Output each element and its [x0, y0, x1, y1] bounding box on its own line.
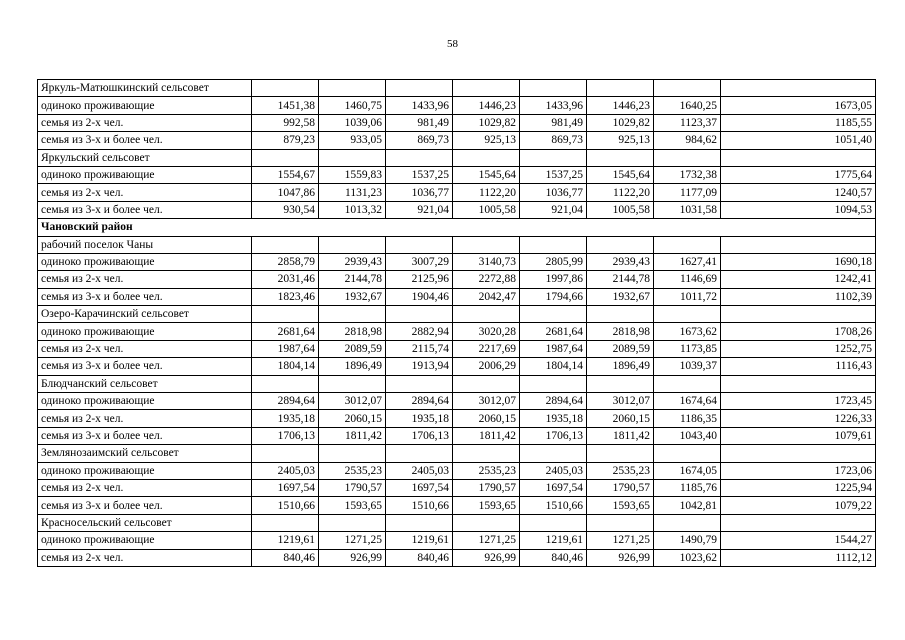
cell-col-5: 1706,13 [520, 427, 587, 444]
cell-col-2: 2818,98 [319, 323, 386, 340]
cell-col-1: 840,46 [252, 549, 319, 566]
cell-col-3: 1510,66 [386, 497, 453, 514]
household-type: семья из 3-х и более чел. [38, 288, 252, 305]
cell-col-6: 1593,65 [587, 497, 654, 514]
table-row [38, 393, 876, 410]
cell-col-3: 2882,94 [386, 323, 453, 340]
household-type: одиноко проживающие [38, 462, 252, 479]
section-row [38, 236, 876, 253]
cell-col-7 [654, 514, 721, 531]
cell-col-4: 1005,58 [453, 201, 520, 218]
cell-col-1: 1823,46 [252, 288, 319, 305]
cell-col-1: 1987,64 [252, 340, 319, 357]
cell-col-3: 1036,77 [386, 184, 453, 201]
cell-col-4: 3140,73 [453, 253, 520, 270]
cell-col-4: 926,99 [453, 549, 520, 566]
household-type: семья из 3-х и более чел. [38, 132, 252, 149]
cell-col-5: 1987,64 [520, 340, 587, 357]
cell-col-4 [453, 80, 520, 97]
cell-col-2: 2060,15 [319, 410, 386, 427]
cell-col-1 [252, 445, 319, 462]
cell-col-1: 879,23 [252, 132, 319, 149]
cell-col-5 [520, 236, 587, 253]
cell-col-3: 921,04 [386, 201, 453, 218]
cell-col-6: 2144,78 [587, 271, 654, 288]
cell-col-2 [319, 375, 386, 392]
cell-col-5: 2405,03 [520, 462, 587, 479]
cell-col-2: 1271,25 [319, 532, 386, 549]
cell-col-3: 1706,13 [386, 427, 453, 444]
cell-col-7: 1043,40 [654, 427, 721, 444]
settlement-name: Красносельский сельсовет [38, 514, 252, 531]
settlement-name: Яркульский сельсовет [38, 149, 252, 166]
cell-col-8: 1079,22 [721, 497, 876, 514]
cell-col-8 [721, 445, 876, 462]
cell-col-2: 1131,23 [319, 184, 386, 201]
household-type: одиноко проживающие [38, 253, 252, 270]
district-name: Чановский район [38, 219, 876, 236]
cell-col-6: 1896,49 [587, 358, 654, 375]
cell-col-7: 1023,62 [654, 549, 721, 566]
cell-col-5: 2894,64 [520, 393, 587, 410]
cell-col-8: 1723,06 [721, 462, 876, 479]
cell-col-7: 1674,64 [654, 393, 721, 410]
cell-col-8: 1112,12 [721, 549, 876, 566]
cell-col-2: 2939,43 [319, 253, 386, 270]
cell-col-5: 2681,64 [520, 323, 587, 340]
table-row [38, 410, 876, 427]
cell-col-3 [386, 236, 453, 253]
cell-col-4 [453, 375, 520, 392]
household-type: семья из 3-х и более чел. [38, 427, 252, 444]
cell-col-8: 1775,64 [721, 166, 876, 183]
cell-col-5 [520, 306, 587, 323]
cell-col-8 [721, 306, 876, 323]
cell-col-7: 1123,37 [654, 114, 721, 131]
cell-col-2: 926,99 [319, 549, 386, 566]
cell-col-2: 1932,67 [319, 288, 386, 305]
cell-col-8: 1708,26 [721, 323, 876, 340]
table-body [38, 80, 876, 567]
table-row [38, 427, 876, 444]
cell-col-3: 3007,29 [386, 253, 453, 270]
cell-col-7: 1146,69 [654, 271, 721, 288]
cell-col-6: 1271,25 [587, 532, 654, 549]
cell-col-6 [587, 514, 654, 531]
cell-col-6 [587, 80, 654, 97]
cell-col-1: 930,54 [252, 201, 319, 218]
household-type: одиноко проживающие [38, 97, 252, 114]
cell-col-8: 1225,94 [721, 479, 876, 496]
table-row [38, 201, 876, 218]
cell-col-6: 1545,64 [587, 166, 654, 183]
household-type: одиноко проживающие [38, 323, 252, 340]
cell-col-1 [252, 80, 319, 97]
cell-col-7: 1673,62 [654, 323, 721, 340]
cell-col-4: 2060,15 [453, 410, 520, 427]
cell-col-4: 2272,88 [453, 271, 520, 288]
cell-col-1: 1804,14 [252, 358, 319, 375]
cell-col-7: 1640,25 [654, 97, 721, 114]
settlement-name: Землянозаимский сельсовет [38, 445, 252, 462]
cell-col-5: 1697,54 [520, 479, 587, 496]
cell-col-3: 1219,61 [386, 532, 453, 549]
cell-col-3 [386, 149, 453, 166]
cell-col-5: 1036,77 [520, 184, 587, 201]
table-row [38, 358, 876, 375]
cell-col-8: 1102,39 [721, 288, 876, 305]
cell-col-1 [252, 375, 319, 392]
cell-col-2: 1593,65 [319, 497, 386, 514]
table-row [38, 479, 876, 496]
section-row [38, 375, 876, 392]
cell-col-8 [721, 375, 876, 392]
cell-col-4: 2217,69 [453, 340, 520, 357]
cell-col-2: 1896,49 [319, 358, 386, 375]
cell-col-5: 1794,66 [520, 288, 587, 305]
cell-col-5: 1433,96 [520, 97, 587, 114]
cell-col-2 [319, 80, 386, 97]
cell-col-2: 2535,23 [319, 462, 386, 479]
cell-col-1: 2681,64 [252, 323, 319, 340]
cell-col-3: 2115,74 [386, 340, 453, 357]
cell-col-8: 1242,41 [721, 271, 876, 288]
household-type: семья из 3-х и более чел. [38, 358, 252, 375]
cell-col-2: 1013,32 [319, 201, 386, 218]
cell-col-7: 1185,76 [654, 479, 721, 496]
cell-col-8: 1252,75 [721, 340, 876, 357]
cell-col-5: 1935,18 [520, 410, 587, 427]
cell-col-6: 1790,57 [587, 479, 654, 496]
cell-col-3: 1537,25 [386, 166, 453, 183]
cell-col-8 [721, 514, 876, 531]
household-type: семья из 2-х чел. [38, 114, 252, 131]
cell-col-7 [654, 445, 721, 462]
cell-col-6: 925,13 [587, 132, 654, 149]
cell-col-3: 840,46 [386, 549, 453, 566]
cell-col-1: 1697,54 [252, 479, 319, 496]
cell-col-7: 1732,38 [654, 166, 721, 183]
table-row [38, 532, 876, 549]
household-type: семья из 2-х чел. [38, 479, 252, 496]
cell-col-8: 1690,18 [721, 253, 876, 270]
cell-col-4: 2535,23 [453, 462, 520, 479]
cell-col-4: 1593,65 [453, 497, 520, 514]
cell-col-6: 2060,15 [587, 410, 654, 427]
cell-col-8 [721, 236, 876, 253]
cell-col-5 [520, 149, 587, 166]
cell-col-3: 2894,64 [386, 393, 453, 410]
cell-col-5: 981,49 [520, 114, 587, 131]
page-number: 58 [447, 38, 458, 50]
cell-col-3: 1904,46 [386, 288, 453, 305]
cell-col-4: 1122,20 [453, 184, 520, 201]
cell-col-1: 1451,38 [252, 97, 319, 114]
cell-col-3: 1913,94 [386, 358, 453, 375]
cell-col-6: 1811,42 [587, 427, 654, 444]
cell-col-7: 1177,09 [654, 184, 721, 201]
cell-col-4: 1029,82 [453, 114, 520, 131]
cell-col-1 [252, 236, 319, 253]
table-row [38, 97, 876, 114]
cell-col-7: 1011,72 [654, 288, 721, 305]
cell-col-8: 1544,27 [721, 532, 876, 549]
household-type: семья из 3-х и более чел. [38, 497, 252, 514]
cell-col-7 [654, 149, 721, 166]
cell-col-7: 1031,58 [654, 201, 721, 218]
section-row [38, 514, 876, 531]
table-row [38, 166, 876, 183]
cell-col-3: 2405,03 [386, 462, 453, 479]
cell-col-2: 3012,07 [319, 393, 386, 410]
cell-col-1: 1706,13 [252, 427, 319, 444]
cell-col-2: 933,05 [319, 132, 386, 149]
cell-col-7: 1186,35 [654, 410, 721, 427]
cell-col-5 [520, 375, 587, 392]
cell-col-8: 1240,57 [721, 184, 876, 201]
household-type: одиноко проживающие [38, 393, 252, 410]
section-row [38, 306, 876, 323]
cell-col-1: 2405,03 [252, 462, 319, 479]
cell-col-5: 1510,66 [520, 497, 587, 514]
cell-col-2: 1039,06 [319, 114, 386, 131]
cell-col-5: 2805,99 [520, 253, 587, 270]
cell-col-2 [319, 149, 386, 166]
cell-col-1: 2894,64 [252, 393, 319, 410]
household-type: одиноко проживающие [38, 532, 252, 549]
table-row [38, 340, 876, 357]
cell-col-7: 1627,41 [654, 253, 721, 270]
settlement-name: рабочий поселок Чаны [38, 236, 252, 253]
cell-col-3: 2125,96 [386, 271, 453, 288]
cell-col-7: 1039,37 [654, 358, 721, 375]
cell-col-6: 3012,07 [587, 393, 654, 410]
cell-col-7: 1173,85 [654, 340, 721, 357]
cell-col-7: 984,62 [654, 132, 721, 149]
cell-col-4: 925,13 [453, 132, 520, 149]
cell-col-4: 1446,23 [453, 97, 520, 114]
cell-col-4: 1545,64 [453, 166, 520, 183]
cell-col-3: 1433,96 [386, 97, 453, 114]
cell-col-4: 1271,25 [453, 532, 520, 549]
cell-col-2 [319, 236, 386, 253]
cell-col-6 [587, 149, 654, 166]
cell-col-2: 1559,83 [319, 166, 386, 183]
household-type: одиноко проживающие [38, 166, 252, 183]
cell-col-1: 1510,66 [252, 497, 319, 514]
table-row [38, 184, 876, 201]
household-type: семья из 2-х чел. [38, 410, 252, 427]
cell-col-1: 992,58 [252, 114, 319, 131]
cell-col-1 [252, 306, 319, 323]
cell-col-1 [252, 514, 319, 531]
cell-col-5: 1997,86 [520, 271, 587, 288]
cell-col-6: 926,99 [587, 549, 654, 566]
cell-col-4 [453, 236, 520, 253]
cell-col-4 [453, 514, 520, 531]
cell-col-8: 1051,40 [721, 132, 876, 149]
cell-col-2: 1790,57 [319, 479, 386, 496]
cell-col-4 [453, 445, 520, 462]
cell-col-7 [654, 236, 721, 253]
table-row [38, 288, 876, 305]
cell-col-7: 1490,79 [654, 532, 721, 549]
household-type: семья из 2-х чел. [38, 549, 252, 566]
cell-col-4: 2042,47 [453, 288, 520, 305]
table-row [38, 549, 876, 566]
cell-col-5: 840,46 [520, 549, 587, 566]
cell-col-4: 3012,07 [453, 393, 520, 410]
household-type: семья из 3-х и более чел. [38, 201, 252, 218]
table-row [38, 497, 876, 514]
cell-col-6 [587, 445, 654, 462]
cell-col-5: 1219,61 [520, 532, 587, 549]
cell-col-1: 1554,67 [252, 166, 319, 183]
cell-col-3: 1697,54 [386, 479, 453, 496]
cell-col-6: 2818,98 [587, 323, 654, 340]
cell-col-2: 2144,78 [319, 271, 386, 288]
district-row [38, 219, 876, 236]
cell-col-4: 2006,29 [453, 358, 520, 375]
cell-col-3 [386, 445, 453, 462]
cell-col-1: 2858,79 [252, 253, 319, 270]
cell-col-3 [386, 375, 453, 392]
cell-col-1: 1047,86 [252, 184, 319, 201]
cell-col-6: 2939,43 [587, 253, 654, 270]
cell-col-7: 1042,81 [654, 497, 721, 514]
cell-col-6 [587, 306, 654, 323]
table-row [38, 323, 876, 340]
cell-col-2: 1460,75 [319, 97, 386, 114]
cell-col-1: 1935,18 [252, 410, 319, 427]
cell-col-8: 1094,53 [721, 201, 876, 218]
cell-col-4: 3020,28 [453, 323, 520, 340]
household-type: семья из 2-х чел. [38, 184, 252, 201]
cell-col-7: 1674,05 [654, 462, 721, 479]
table-row [38, 114, 876, 131]
cell-col-1 [252, 149, 319, 166]
cell-col-8: 1185,55 [721, 114, 876, 131]
cell-col-5 [520, 445, 587, 462]
cell-col-6 [587, 375, 654, 392]
section-row [38, 445, 876, 462]
cell-col-2 [319, 306, 386, 323]
table-row [38, 462, 876, 479]
cell-col-5 [520, 514, 587, 531]
cell-col-8 [721, 149, 876, 166]
cell-col-7 [654, 375, 721, 392]
household-type: семья из 2-х чел. [38, 271, 252, 288]
cell-col-3: 1935,18 [386, 410, 453, 427]
cell-col-7 [654, 80, 721, 97]
cell-col-6 [587, 236, 654, 253]
cell-col-8: 1079,61 [721, 427, 876, 444]
cell-col-1: 1219,61 [252, 532, 319, 549]
cell-col-8: 1723,45 [721, 393, 876, 410]
cell-col-8: 1116,43 [721, 358, 876, 375]
cell-col-5: 921,04 [520, 201, 587, 218]
section-row [38, 80, 876, 97]
cell-col-2: 1811,42 [319, 427, 386, 444]
cell-col-6: 1029,82 [587, 114, 654, 131]
cell-col-1: 2031,46 [252, 271, 319, 288]
cell-col-7 [654, 306, 721, 323]
cell-col-3 [386, 306, 453, 323]
cell-col-3 [386, 514, 453, 531]
cell-col-5: 1537,25 [520, 166, 587, 183]
settlement-name: Озеро-Карачинский сельсовет [38, 306, 252, 323]
tariff-table [37, 79, 876, 567]
cell-col-2: 2089,59 [319, 340, 386, 357]
table-row [38, 132, 876, 149]
cell-col-3: 869,73 [386, 132, 453, 149]
cell-col-2 [319, 445, 386, 462]
cell-col-5: 869,73 [520, 132, 587, 149]
cell-col-6: 2535,23 [587, 462, 654, 479]
cell-col-6: 1005,58 [587, 201, 654, 218]
cell-col-4 [453, 306, 520, 323]
cell-col-6: 1446,23 [587, 97, 654, 114]
cell-col-8: 1673,05 [721, 97, 876, 114]
cell-col-4 [453, 149, 520, 166]
cell-col-4: 1790,57 [453, 479, 520, 496]
table-row [38, 271, 876, 288]
cell-col-8 [721, 80, 876, 97]
cell-col-3: 981,49 [386, 114, 453, 131]
cell-col-5 [520, 80, 587, 97]
cell-col-5: 1804,14 [520, 358, 587, 375]
cell-col-2 [319, 514, 386, 531]
cell-col-6: 1122,20 [587, 184, 654, 201]
settlement-name: Блюдчанский сельсовет [38, 375, 252, 392]
cell-col-6: 1932,67 [587, 288, 654, 305]
household-type: семья из 2-х чел. [38, 340, 252, 357]
settlement-name: Яркуль-Матюшкинский сельсовет [38, 80, 252, 97]
cell-col-6: 2089,59 [587, 340, 654, 357]
cell-col-8: 1226,33 [721, 410, 876, 427]
cell-col-4: 1811,42 [453, 427, 520, 444]
table-row [38, 253, 876, 270]
section-row [38, 149, 876, 166]
cell-col-3 [386, 80, 453, 97]
